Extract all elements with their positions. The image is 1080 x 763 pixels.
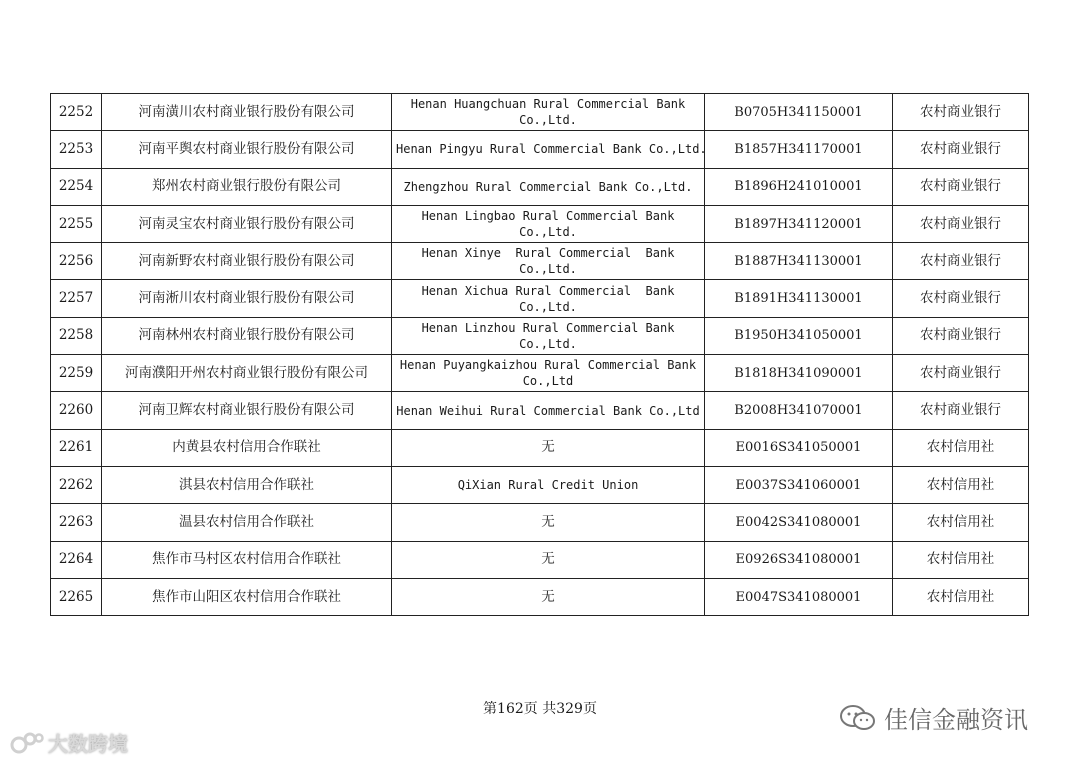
institution-code: B2008H341070001 [705, 392, 893, 429]
table-row [51, 317, 1029, 354]
chinese-name: 河南淅川农村商业银行股份有限公司 [102, 280, 392, 317]
english-name [392, 243, 705, 280]
table-row [51, 94, 1029, 131]
row-number: 2262 [51, 466, 102, 503]
row-number: 2255 [51, 205, 102, 242]
watermark-right-text: 佳信金融资讯 [884, 706, 1028, 734]
institution-type: 农村信用社 [893, 541, 1029, 578]
english-name-line: Co.,Ltd. [519, 113, 577, 128]
english-name [392, 280, 705, 317]
chinese-name: 河南濮阳开州农村商业银行股份有限公司 [102, 355, 392, 392]
table-row [51, 243, 1029, 280]
english-name-line: 无 [541, 513, 555, 530]
institution-type: 农村商业银行 [893, 317, 1029, 354]
wechat-icon [838, 703, 878, 733]
chinese-name: 焦作市山阳区农村信用合作联社 [102, 578, 392, 615]
table-row [51, 429, 1029, 466]
table-row [51, 280, 1029, 317]
row-number: 2256 [51, 243, 102, 280]
table-row [51, 131, 1029, 168]
row-number: 2264 [51, 541, 102, 578]
english-name-line: Co.,Ltd. [519, 336, 577, 351]
english-name-line: Henan Pingyu Rural Commercial Bank Co.,Ltd. [396, 142, 707, 157]
institution-code: B1950H341050001 [705, 317, 893, 354]
english-name [392, 466, 705, 503]
watermark-logo-icon [10, 730, 44, 756]
institution-code: E0016S341050001 [705, 429, 893, 466]
english-name-line: Henan Linzhou Rural Commercial Bank [421, 320, 675, 335]
institution-code: B1818H341090001 [705, 355, 893, 392]
institution-code: E0042S341080001 [705, 504, 893, 541]
row-number: 2265 [51, 578, 102, 615]
row-number: 2259 [51, 355, 102, 392]
english-name [392, 541, 705, 578]
english-name-line: Henan Puyangkaizhou Rural Commercial Bank [399, 358, 697, 373]
table-row [51, 168, 1029, 205]
english-name [392, 168, 705, 205]
chinese-name: 河南林州农村商业银行股份有限公司 [102, 317, 392, 354]
institution-type: 农村信用社 [893, 429, 1029, 466]
institution-type: 农村商业银行 [893, 94, 1029, 131]
institution-type: 农村信用社 [893, 504, 1029, 541]
institution-type: 农村商业银行 [893, 392, 1029, 429]
institution-code: B1897H341120001 [705, 205, 893, 242]
table-body [51, 94, 1029, 616]
institution-code: E0047S341080001 [705, 578, 893, 615]
english-name-line: 无 [541, 588, 555, 605]
english-name-line: Co.,Ltd. [519, 225, 577, 240]
english-name-line: 无 [541, 551, 555, 568]
institution-type: 农村信用社 [893, 466, 1029, 503]
institution-type: 农村商业银行 [893, 355, 1029, 392]
row-number: 2261 [51, 429, 102, 466]
institution-type: 农村商业银行 [893, 205, 1029, 242]
row-number: 2253 [51, 131, 102, 168]
institution-type: 农村商业银行 [893, 131, 1029, 168]
chinese-name: 焦作市马村区农村信用合作联社 [102, 541, 392, 578]
chinese-name: 河南新野农村商业银行股份有限公司 [102, 243, 392, 280]
table-row [51, 466, 1029, 503]
english-name [392, 131, 705, 168]
institution-table [50, 93, 1029, 616]
watermark-left-text: 大数跨境 [48, 732, 128, 756]
english-name-line: Co.,Ltd. [519, 299, 577, 314]
english-name [392, 355, 705, 392]
table-row [51, 355, 1029, 392]
chinese-name: 河南灵宝农村商业银行股份有限公司 [102, 205, 392, 242]
institution-code: B0705H341150001 [705, 94, 893, 131]
chinese-name: 河南卫辉农村商业银行股份有限公司 [102, 392, 392, 429]
table-row [51, 205, 1029, 242]
institution-code: E0037S341060001 [705, 466, 893, 503]
table-row [51, 578, 1029, 615]
watermark-right [838, 700, 1028, 735]
english-name-line: Co.,Ltd [522, 374, 574, 389]
institution-code: B1887H341130001 [705, 243, 893, 280]
english-name [392, 205, 705, 242]
institution-type: 农村商业银行 [893, 168, 1029, 205]
row-number: 2258 [51, 317, 102, 354]
english-name [392, 392, 705, 429]
row-number: 2254 [51, 168, 102, 205]
institution-code: E0926S341080001 [705, 541, 893, 578]
table-row [51, 504, 1029, 541]
chinese-name: 温县农村信用合作联社 [102, 504, 392, 541]
chinese-name: 郑州农村商业银行股份有限公司 [102, 168, 392, 205]
chinese-name: 河南平舆农村商业银行股份有限公司 [102, 131, 392, 168]
english-name-line: Co.,Ltd. [519, 262, 577, 277]
english-name-line: Henan Lingbao Rural Commercial Bank [421, 209, 675, 224]
chinese-name: 淇县农村信用合作联社 [102, 466, 392, 503]
page-number: 第162页 共329页 [483, 701, 597, 717]
chinese-name: 河南潢川农村商业银行股份有限公司 [102, 94, 392, 131]
english-name [392, 578, 705, 615]
institution-code: B1896H241010001 [705, 168, 893, 205]
row-number: 2257 [51, 280, 102, 317]
watermark-left [10, 728, 128, 757]
row-number: 2260 [51, 392, 102, 429]
english-name-line: QiXian Rural Credit Union [457, 478, 639, 493]
row-number: 2263 [51, 504, 102, 541]
english-name [392, 317, 705, 354]
table-row [51, 541, 1029, 578]
english-name-line: Zhengzhou Rural Commercial Bank Co.,Ltd. [403, 179, 693, 194]
english-name-line: Henan Weihui Rural Commercial Bank Co.,Ltd [396, 403, 700, 418]
row-number: 2252 [51, 94, 102, 131]
english-name-line: 无 [541, 439, 555, 456]
english-name [392, 504, 705, 541]
institution-type: 农村信用社 [893, 578, 1029, 615]
institution-type: 农村商业银行 [893, 243, 1029, 280]
english-name [392, 429, 705, 466]
table-row [51, 392, 1029, 429]
institution-type: 农村商业银行 [893, 280, 1029, 317]
institution-code: B1891H341130001 [705, 280, 893, 317]
english-name [392, 94, 705, 131]
english-name-line: Henan Xichua Rural Commercial Bank [421, 283, 675, 298]
institution-code: B1857H341170001 [705, 131, 893, 168]
chinese-name: 内黄县农村信用合作联社 [102, 429, 392, 466]
english-name-line: Henan Huangchuan Rural Commercial Bank [410, 97, 686, 112]
english-name-line: Henan Xinye Rural Commercial Bank [421, 246, 675, 261]
